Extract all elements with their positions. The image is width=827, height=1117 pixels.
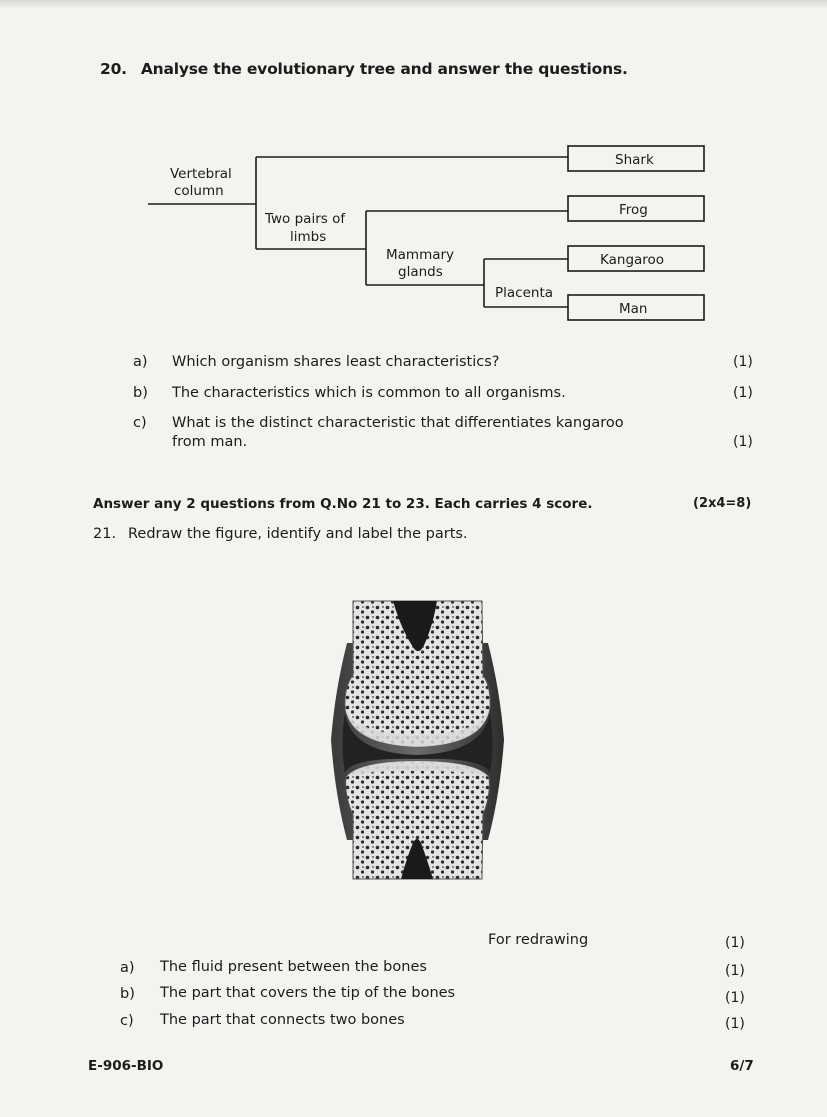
q21-part-c-text: The part that connects two bones (160, 1012, 405, 1028)
q20-part-b-mark: (1) (733, 385, 753, 401)
redraw-mark: (1) (725, 935, 745, 951)
q21-part-a-text: The fluid present between the bones (160, 959, 427, 975)
q21-part-b-label: b) (120, 986, 135, 1002)
section-instruction: Answer any 2 questions from Q.No 21 to 23. Each carries 4 score. (93, 496, 593, 512)
q20-part-b-text: The characteristics which is common to all organisms. (172, 385, 566, 401)
q20-part-b-label: b) (133, 385, 148, 401)
organism-label-kangaroo: Kangaroo (600, 252, 665, 268)
q21-part-c-label: c) (120, 1013, 134, 1029)
q21-part-b-mark: (1) (725, 990, 745, 1006)
organism-label-man: Man (619, 301, 648, 317)
node-label-placenta: Placenta (495, 285, 554, 301)
q20-part-a-text: Which organism shares least characteristics? (172, 354, 500, 370)
footer-page-number: 6/7 (730, 1058, 754, 1074)
q20-part-c-text-continued: from man. (172, 434, 248, 450)
q20-part-c-mark: (1) (733, 434, 753, 450)
evolutionary-tree (0, 0, 827, 340)
node-label-limbs: limbs (290, 229, 327, 245)
question-21-text: Redraw the figure, identify and label the parts. (128, 526, 468, 542)
node-label-vertebral: Vertebral (170, 166, 232, 182)
q20-part-a-mark: (1) (733, 354, 753, 370)
section-score: (2x4=8) (693, 496, 752, 511)
q21-part-a-label: a) (120, 960, 135, 976)
node-label-column: column (174, 183, 224, 199)
q20-part-c-text: What is the distinct characteristic that differentiates kangaroo (172, 415, 624, 431)
question-number: 20. (100, 60, 127, 78)
organism-label-shark: Shark (615, 152, 654, 168)
redraw-text: For redrawing (488, 932, 589, 948)
footer-exam-code: E-906-BIO (88, 1058, 164, 1074)
q20-part-c-label: c) (133, 415, 147, 431)
q21-part-a-mark: (1) (725, 963, 745, 979)
q21-part-b-text: The part that covers the tip of the bones (160, 985, 456, 1001)
node-label-glands: glands (398, 264, 443, 280)
question-text: Analyse the evolutionary tree and answer the questions. (140, 60, 628, 78)
organism-label-frog: Frog (619, 202, 648, 218)
question-21-number: 21. (93, 526, 117, 542)
q20-part-a-label: a) (133, 354, 148, 370)
q21-part-c-mark: (1) (725, 1016, 745, 1032)
node-label-two-pairs: Two pairs of (265, 211, 346, 227)
node-label-mammary: Mammary (386, 247, 455, 263)
synovial-joint-figure (325, 595, 510, 885)
